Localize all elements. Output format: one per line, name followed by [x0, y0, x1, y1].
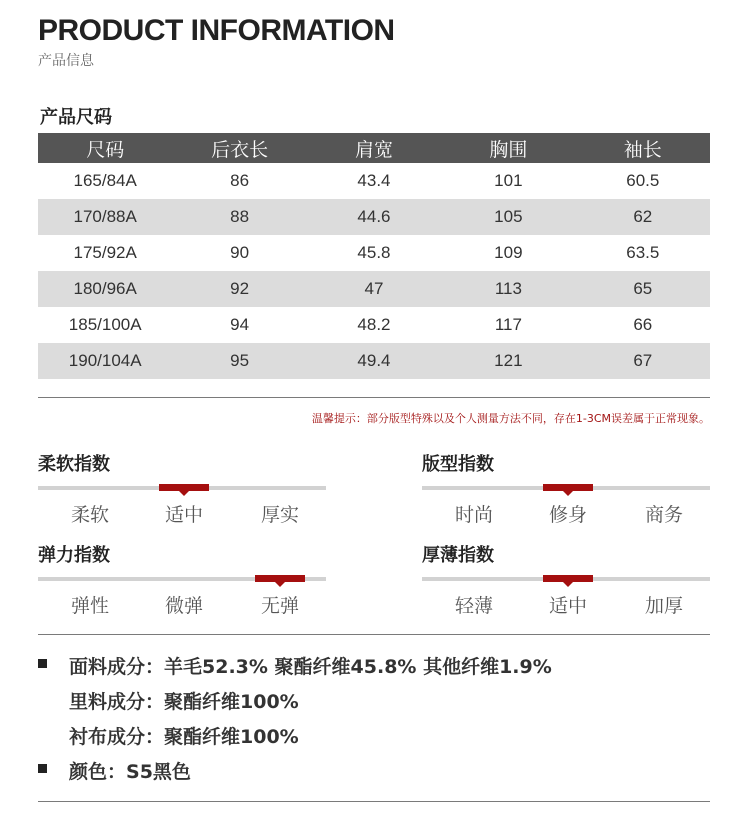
lining-composition — [69, 687, 299, 714]
size-tip: 温馨提示：部分版型特殊以及个人测量方法不同，存在1-3CM误差属于正常现象。 — [311, 412, 710, 425]
softness-index — [38, 450, 328, 540]
table-cell: 95 — [172, 343, 306, 379]
table-cell: 49.4 — [307, 343, 441, 379]
size-section-title: 产品尺码 — [40, 107, 112, 128]
index-option-selected: 无弹 — [260, 595, 299, 617]
index-title: 版型指数 — [422, 454, 494, 475]
index-option: 加厚 — [644, 595, 683, 617]
table-cell: 121 — [441, 343, 575, 379]
table-cell: 86 — [230, 171, 250, 190]
table-cell: 65 — [576, 271, 710, 307]
index-track — [422, 486, 710, 490]
index-marker — [543, 575, 593, 582]
table-cell: 185/100A — [68, 315, 142, 334]
table-cell: 165/84A — [73, 171, 137, 190]
table-cell: 88 — [172, 199, 306, 235]
index-marker — [255, 575, 305, 582]
index-option: 轻薄 — [454, 595, 493, 617]
table-cell: 60.5 — [626, 171, 660, 190]
table-cell: 44.6 — [307, 199, 441, 235]
bullet-icon — [38, 659, 47, 668]
column-header: 袖长 — [576, 133, 710, 163]
thickness-index — [422, 541, 712, 631]
elasticity-index — [38, 541, 328, 631]
interlining-composition — [69, 722, 299, 749]
fabric-composition — [69, 652, 552, 679]
lining-label: 里料成分： — [69, 691, 165, 713]
table-cell: 94 — [230, 315, 250, 334]
table-cell: 180/96A — [38, 271, 172, 307]
divider — [38, 397, 710, 398]
index-title: 柔软指数 — [38, 454, 110, 475]
table-cell: 117 — [494, 315, 522, 334]
table-cell: 92 — [172, 271, 306, 307]
column-header: 胸围 — [441, 133, 575, 163]
index-track — [38, 577, 326, 581]
index-marker — [159, 484, 209, 491]
table-cell: 63.5 — [626, 243, 660, 262]
lining-value: 聚酯纤维100% — [164, 691, 299, 713]
index-track — [38, 486, 326, 490]
interlining-value: 聚酯纤维100% — [164, 726, 299, 748]
bullet-icon — [38, 764, 47, 773]
table-cell: 109 — [494, 243, 523, 262]
fabric-value: 羊毛52.3% 聚酯纤维45.8% 其他纤维1.9% — [164, 656, 552, 678]
size-table — [38, 133, 710, 379]
table-cell: 170/88A — [38, 199, 172, 235]
column-header: 肩宽 — [307, 133, 441, 163]
table-cell: 101 — [494, 171, 523, 190]
page-title: PRODUCT INFORMATION — [38, 14, 395, 47]
table-cell: 67 — [576, 343, 710, 379]
index-title: 弹力指数 — [38, 545, 110, 566]
index-title: 厚薄指数 — [422, 545, 494, 566]
table-cell: 113 — [441, 271, 575, 307]
table-cell: 43.4 — [357, 171, 391, 190]
table-cell: 105 — [441, 199, 575, 235]
index-option: 商务 — [644, 504, 683, 526]
index-option-selected: 适中 — [164, 504, 203, 526]
table-row — [38, 343, 710, 379]
fabric-label: 面料成分： — [69, 656, 165, 678]
fit-index — [422, 450, 712, 540]
size-table-header-row — [38, 133, 710, 163]
table-cell: 48.2 — [357, 315, 391, 334]
table-row — [38, 271, 710, 307]
column-header: 尺码 — [38, 133, 172, 163]
color-value: S5黑色 — [126, 761, 191, 783]
table-cell: 190/104A — [38, 343, 172, 379]
table-cell: 66 — [633, 315, 653, 334]
table-cell: 90 — [230, 243, 250, 262]
index-option: 柔软 — [70, 504, 109, 526]
table-cell: 47 — [307, 271, 441, 307]
color-label: 颜色： — [69, 761, 127, 783]
divider — [38, 801, 710, 802]
table-cell: 62 — [576, 199, 710, 235]
interlining-label: 衬布成分： — [69, 726, 165, 748]
index-option-selected: 适中 — [548, 595, 587, 617]
table-cell: 45.8 — [357, 243, 391, 262]
index-option: 时尚 — [454, 504, 493, 526]
column-header: 后衣长 — [172, 133, 306, 163]
index-option: 厚实 — [260, 504, 299, 526]
color-info — [69, 757, 191, 784]
index-marker — [543, 484, 593, 491]
table-row — [38, 163, 710, 199]
table-row — [38, 235, 710, 271]
table-row — [38, 199, 710, 235]
table-cell: 175/92A — [73, 243, 137, 262]
index-option-selected: 修身 — [548, 504, 587, 526]
index-track — [422, 577, 710, 581]
index-option: 弹性 — [70, 595, 109, 617]
index-option: 微弹 — [164, 595, 203, 617]
page-subtitle: 产品信息 — [38, 53, 94, 69]
table-row — [38, 307, 710, 343]
divider — [38, 634, 710, 635]
